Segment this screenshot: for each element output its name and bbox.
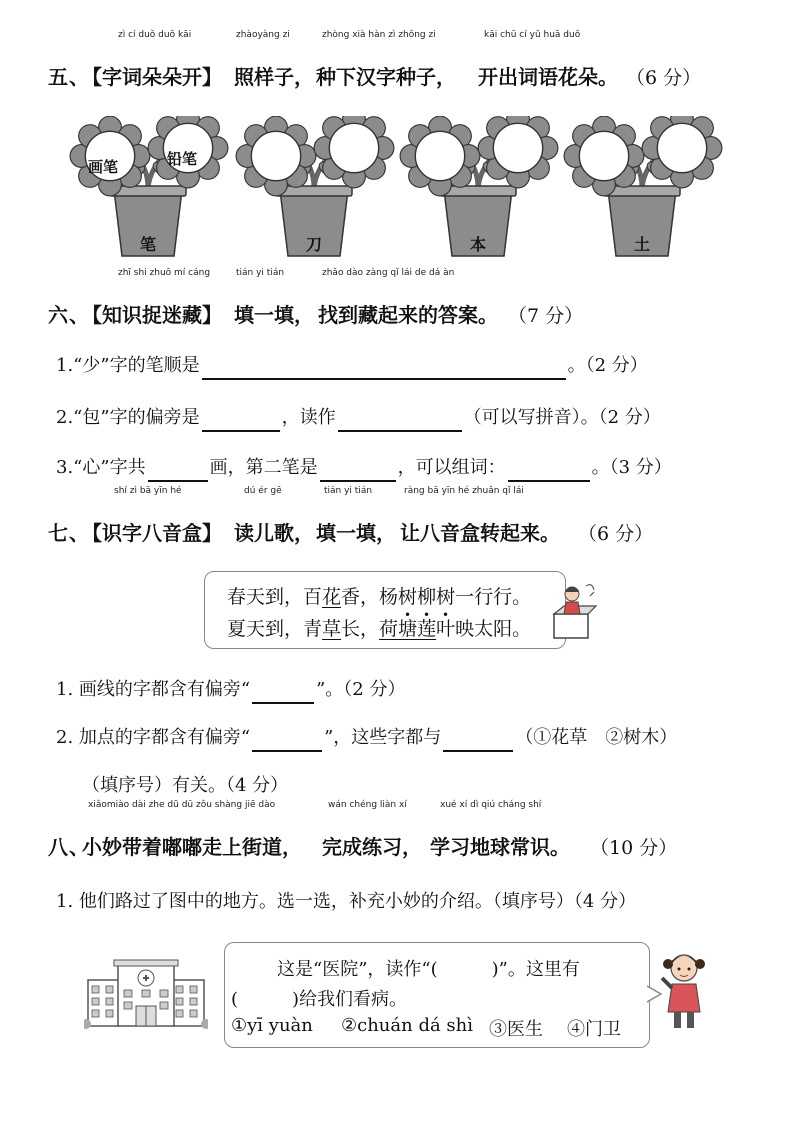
dotted-char: 树 <box>398 586 418 608</box>
answer-blank[interactable] <box>320 460 396 482</box>
section-title: 【知识捉迷藏】 <box>82 303 222 327</box>
heading-text: 完成练习， <box>322 835 422 859</box>
pinyin: zì cí duǒ duǒ kāi <box>118 30 192 40</box>
question-text: 1. 他们路过了图中的地方。选一选，补充小妙的介绍。（填序号）（4 分） <box>56 891 637 912</box>
example-word-1: 画笔 <box>88 158 119 176</box>
question-6-2 <box>56 404 661 432</box>
option-1: ①yī yuàn <box>231 1015 313 1036</box>
question-8-1 <box>56 888 636 916</box>
score: （6 分） <box>626 67 702 89</box>
answer-blank[interactable] <box>148 460 208 482</box>
heading-text: 开出词语花朵。 <box>478 65 618 89</box>
question-text: （填序号）有关。（4 分） <box>82 775 289 796</box>
pinyin: xué xí dì qiú cháng shí <box>440 800 542 810</box>
speech-text: 这是“医院”，读作“( )”。这里有 <box>277 959 580 980</box>
pinyin: wán chéng liàn xí <box>328 800 407 810</box>
pinyin: dú ér gē <box>244 486 282 496</box>
underlined-char: 莲 <box>417 618 437 640</box>
underlined-char: 塘 <box>398 618 418 640</box>
dotted-char: 柳 <box>417 586 437 608</box>
question-text: 2.“包”字的偏旁是 <box>56 407 200 428</box>
question-text: ”，这些字都与 <box>324 727 442 748</box>
question-text: ，读作 <box>281 407 336 428</box>
dotted-char: 树 <box>436 586 456 608</box>
heading-text: 让八音盒转起来。 <box>400 521 560 545</box>
pinyin: shí zì bā yīn hé <box>114 486 182 496</box>
question-text: ，可以组词： <box>397 457 506 478</box>
speech-text: ( )给我们看病。 <box>231 989 408 1010</box>
option-2: ②chuán dá shì <box>341 1015 474 1036</box>
pot-label-1: 笔 <box>140 235 157 254</box>
pinyin: xiǎomiào dài zhe dū dū zǒu shàng jiē dào <box>88 800 276 810</box>
poem-box <box>204 571 566 649</box>
section-number: 八、 <box>48 835 90 859</box>
question-7-1 <box>56 676 406 704</box>
music-box-icon <box>546 580 598 642</box>
section-number: 六、 <box>48 303 90 327</box>
pinyin: zhī shi zhuō mí cáng <box>118 268 211 278</box>
question-text: 。（3 分） <box>591 457 672 478</box>
question-text: ”。（2 分） <box>316 679 406 700</box>
poem-text: 叶映太阳。 <box>436 618 532 640</box>
heading-text: 填一填， <box>316 521 396 545</box>
question-text: 画，第二笔是 <box>209 457 318 478</box>
answer-blank[interactable] <box>508 460 590 482</box>
question-6-1 <box>56 352 648 380</box>
question-text: 1. 画线的字都含有偏旁“ <box>56 679 251 700</box>
answer-blank[interactable] <box>443 730 513 752</box>
section7-heading <box>0 486 793 546</box>
poem-line-1 <box>227 582 531 609</box>
section8-heading <box>0 800 793 860</box>
option-3: ③医生 <box>489 1019 543 1040</box>
heading-text: 找到藏起来的答案。 <box>318 303 498 327</box>
pinyin: ràng bā yīn hé zhuǎn qǐ lái <box>404 486 524 496</box>
poem-line-2 <box>227 614 531 641</box>
heading-text: 读儿歌， <box>234 521 314 545</box>
pinyin: tián yi tián <box>324 486 373 496</box>
heading-text: 学习地球常识。 <box>430 835 570 859</box>
underlined-char: 荷 <box>379 618 399 640</box>
question-7-2 <box>56 724 677 752</box>
speech-bubble <box>224 942 650 1048</box>
answer-blank[interactable] <box>202 358 566 380</box>
example-word-2: 铅笔 <box>167 150 198 168</box>
question-text: 1.“少”字的笔顺是 <box>56 355 200 376</box>
answer-blank[interactable] <box>338 410 462 432</box>
hospital-icon <box>84 958 208 1032</box>
answer-blank[interactable] <box>252 730 322 752</box>
score: （10 分） <box>590 837 678 859</box>
section-title: 【识字八音盒】 <box>82 521 222 545</box>
question-text: （①花草 ②树木） <box>515 727 678 748</box>
pot-label-4: 土 <box>634 235 651 254</box>
section-title: 【字词朵朵开】 <box>82 65 222 89</box>
question-7-2-continued <box>82 772 288 800</box>
poem-text: 长， <box>341 618 380 640</box>
answer-blank[interactable] <box>252 682 314 704</box>
pinyin: kāi chū cí yǔ huā duǒ <box>484 30 581 40</box>
section-number: 七、 <box>48 521 90 545</box>
section-title: 小妙带着嘟嘟走上街道， <box>82 835 302 859</box>
question-text: 3.“心”字共 <box>56 457 146 478</box>
question-6-3 <box>56 454 672 482</box>
pinyin: tián yi tián <box>236 268 285 278</box>
heading-text: 种下汉字种子， <box>316 65 456 89</box>
underlined-char: 花 <box>322 586 342 608</box>
question-text: （可以写拼音）。（2 分） <box>463 407 661 428</box>
heading-text: 填一填， <box>234 303 314 327</box>
pot-label-2: 刀 <box>306 235 323 254</box>
question-text: 。（2 分） <box>567 355 648 376</box>
section-number: 五、 <box>48 65 90 89</box>
girl-character-icon <box>660 950 710 1032</box>
score: （7 分） <box>508 305 584 327</box>
section5-heading <box>0 30 793 90</box>
answer-blank[interactable] <box>202 410 280 432</box>
question-text: 2. 加点的字都含有偏旁“ <box>56 727 251 748</box>
poem-text: 春天到，百 <box>227 586 323 608</box>
underlined-char: 草 <box>322 618 342 640</box>
option-4: ④门卫 <box>567 1019 621 1040</box>
pinyin: zhǎo dào zàng qǐ lái de dá àn <box>322 268 455 278</box>
poem-text: 夏天到，青 <box>227 618 323 640</box>
score: （6 分） <box>578 523 654 545</box>
pot-label-3: 本 <box>470 235 487 254</box>
section6-heading <box>0 268 793 328</box>
pinyin: zhòng xià hàn zì zhǒng zi <box>322 30 436 40</box>
pinyin: zhàoyàng zi <box>236 30 290 40</box>
poem-text: 一行行。 <box>455 586 532 608</box>
poem-text: 香，杨 <box>341 586 399 608</box>
heading-text: 照样子， <box>234 65 314 89</box>
